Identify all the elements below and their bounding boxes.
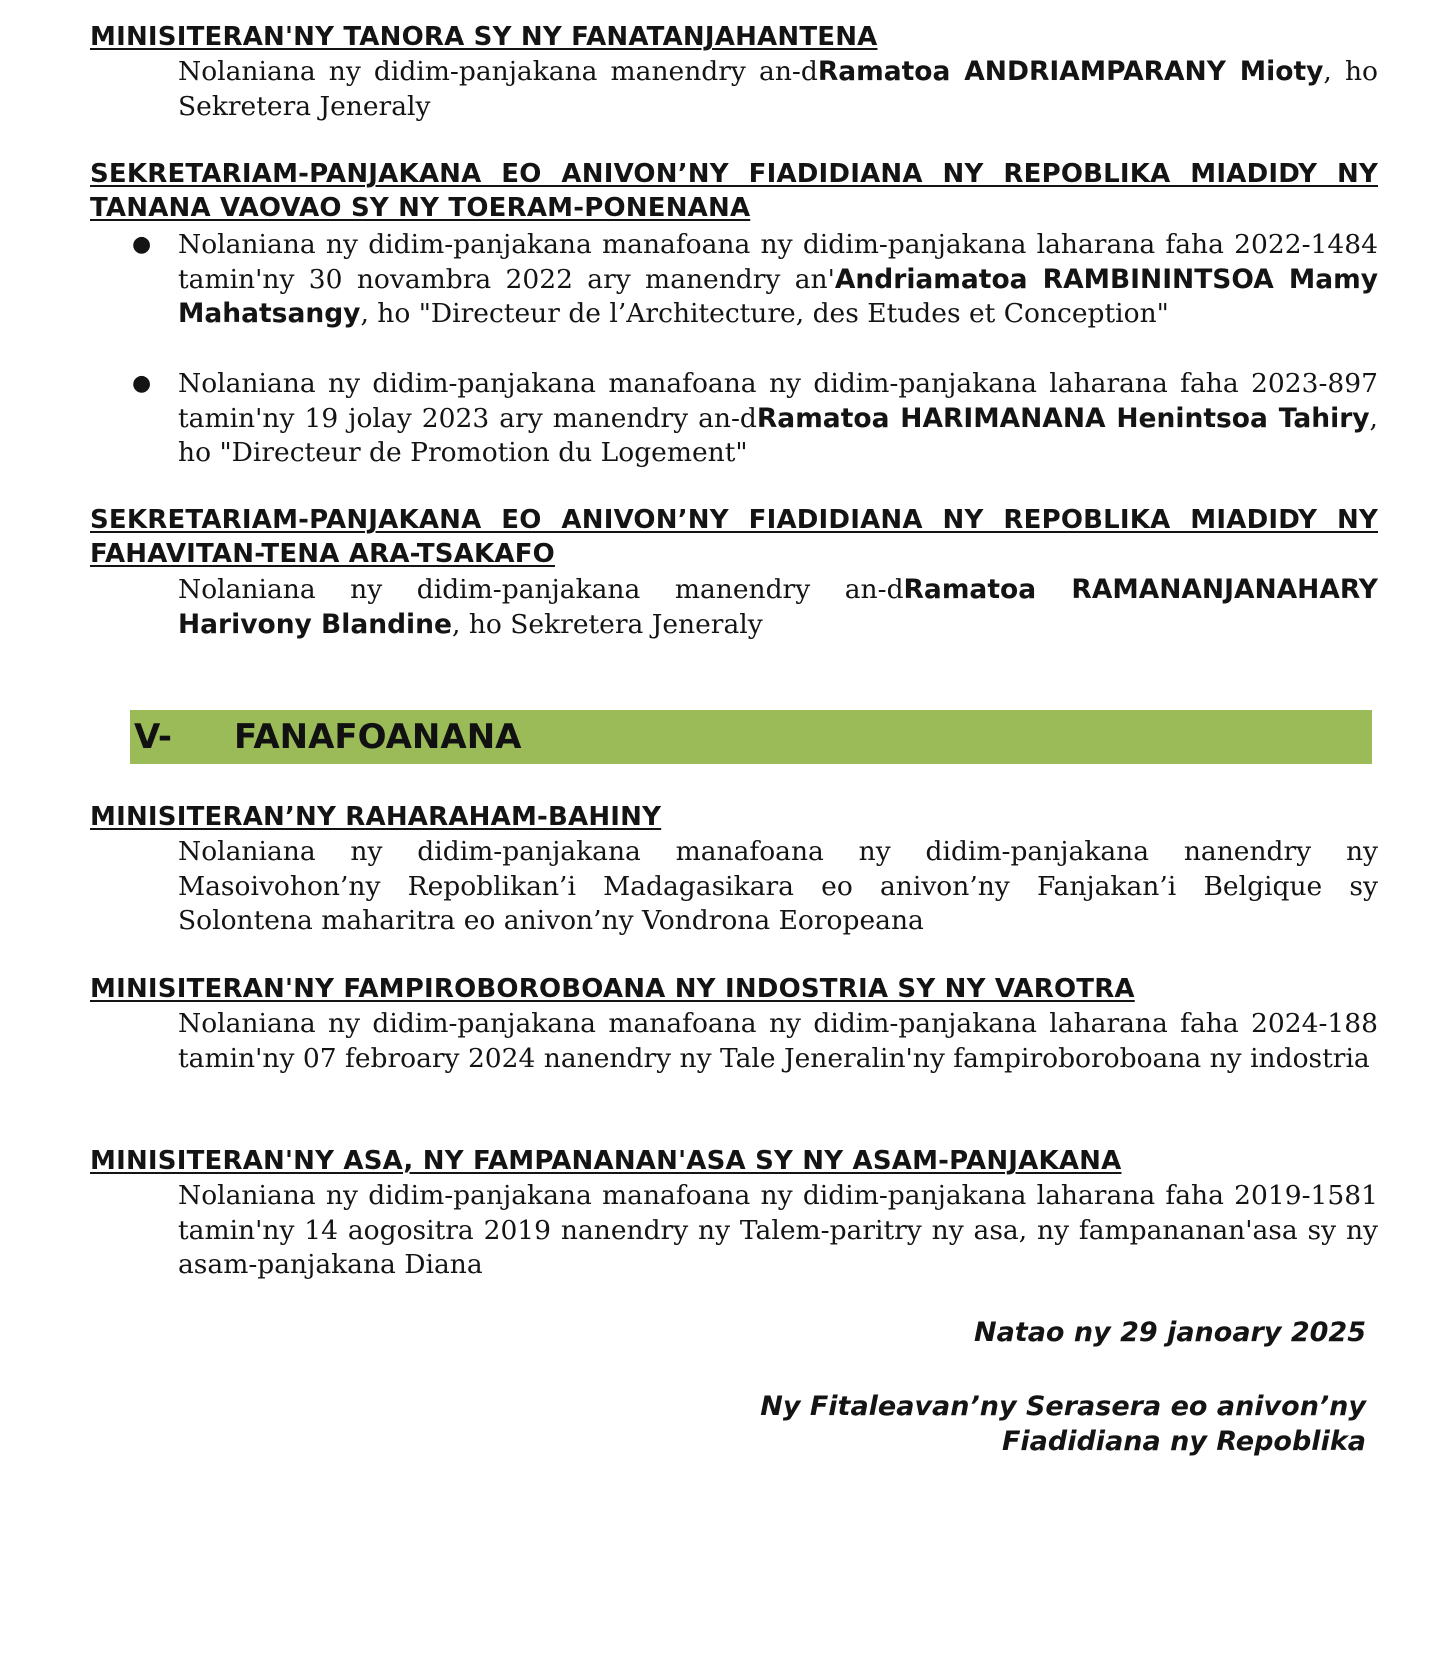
decree-paragraph <box>178 55 1378 124</box>
bullet-marker: ● <box>132 371 152 396</box>
secretariat-heading-food-self-sufficiency: SEKRETARIAM-PANJAKANA EO ANIVON’NY FIADIDIANA NY REPOBLIKA MIADIDY NY FAHAVITAN-TENA ARA-TSAKAFO <box>90 505 1378 569</box>
appointee-name: Andriamatoa RAMBININTSOA Mamy Mahatsangy <box>178 263 1378 329</box>
decree-text: Nolaniana ny didim-panjakana manendry an-d <box>178 574 904 605</box>
signature-date: Natao ny 29 janoary 2025 <box>973 1317 1366 1348</box>
secretariat-heading-new-cities: SEKRETARIAM-PANJAKANA EO ANIVON’NY FIADIDIANA NY REPOBLIKA MIADIDY NY TANANA VAOVAO SY NY TOERAM-PONENANA <box>90 159 1378 223</box>
appointee-name: Ramatoa HARIMANANA Henintsoa Tahiry <box>756 402 1370 434</box>
decree-text: Nolaniana ny didim-panjakana manafoana ny didim-panjakana laharana faha 2023-897 tamin'ny 19 jolay 2023 ary manendry an-d <box>178 368 1378 434</box>
decree-text: Nolaniana ny didim-panjakana manendry an-d <box>178 56 818 87</box>
ministry-heading-labour-public-service: MINISITERAN'NY ASA, NY FAMPANANAN'ASA SY NY ASAM-PANJAKANA <box>90 1146 1122 1176</box>
ministry-heading-youth-sports: MINISITERAN'NY TANORA SY NY FANATANJAHANTENA <box>90 22 878 52</box>
decree-bullet-item <box>178 367 1378 471</box>
decree-paragraph: Nolaniana ny didim-panjakana manafoana ny didim-panjakana laharana faha 2024-188 tamin'ny 07 febroary 2024 nanendry ny Tale Jeneralin'ny fampiroboroboana ny indostria <box>178 1008 1378 1074</box>
section-number: V- <box>134 717 172 757</box>
appointee-name: Ramatoa ANDRIAMPARANY Mioty <box>817 56 1324 87</box>
decree-text: , ho "Directeur de l’Architecture, des Etudes et Conception" <box>360 298 1169 329</box>
decree-text: , ho Sekretera Jeneraly <box>451 608 763 640</box>
decree-paragraph: Nolaniana ny didim-panjakana manafoana ny didim-panjakana nanendry ny Masoivohon’ny Repoblikan’i Madagasikara eo anivon’ny Fanjakan’i Belgique sy Solontena maharitra eo anivon’ny Vondrona Eoropeana <box>178 836 1378 936</box>
appointee-name: Ramatoa RAMANANJANAHARY Harivony Blandine <box>178 574 1378 640</box>
decree-text: , ho "Directeur de Promotion du Logement" <box>178 402 1378 468</box>
bullet-marker: ● <box>132 232 152 257</box>
section-title: FANAFOANANA <box>234 717 522 757</box>
signature-line-2: Fiadidiana ny Repoblika <box>1001 1426 1366 1457</box>
ministry-heading-foreign-affairs: MINISITERAN’NY RAHARAHAM-BAHINY <box>90 802 662 832</box>
signature-line-1: Ny Fitaleavan’ny Serasera eo anivon’ny <box>760 1391 1366 1422</box>
decree-bullet-item <box>178 228 1378 332</box>
decree-paragraph <box>178 573 1378 642</box>
ministry-heading-industry-trade: MINISITERAN'NY FAMPIROBOROBOANA NY INDOSTRIA SY NY VAROTRA <box>90 974 1135 1004</box>
decree-paragraph: Nolaniana ny didim-panjakana manafoana ny didim-panjakana laharana faha 2019-1581 tamin'ny 14 aogositra 2019 nanendry ny Talem-paritry ny asa, ny fampananan'asa sy ny asam-panjakana Diana <box>178 1180 1378 1280</box>
decree-text: Nolaniana ny didim-panjakana manafoana ny didim-panjakana laharana faha 2022-1484 tamin'ny 30 novambra 2022 ary manendry an' <box>178 229 1378 295</box>
decree-text: , ho Sekretera Jeneraly <box>178 56 1378 122</box>
